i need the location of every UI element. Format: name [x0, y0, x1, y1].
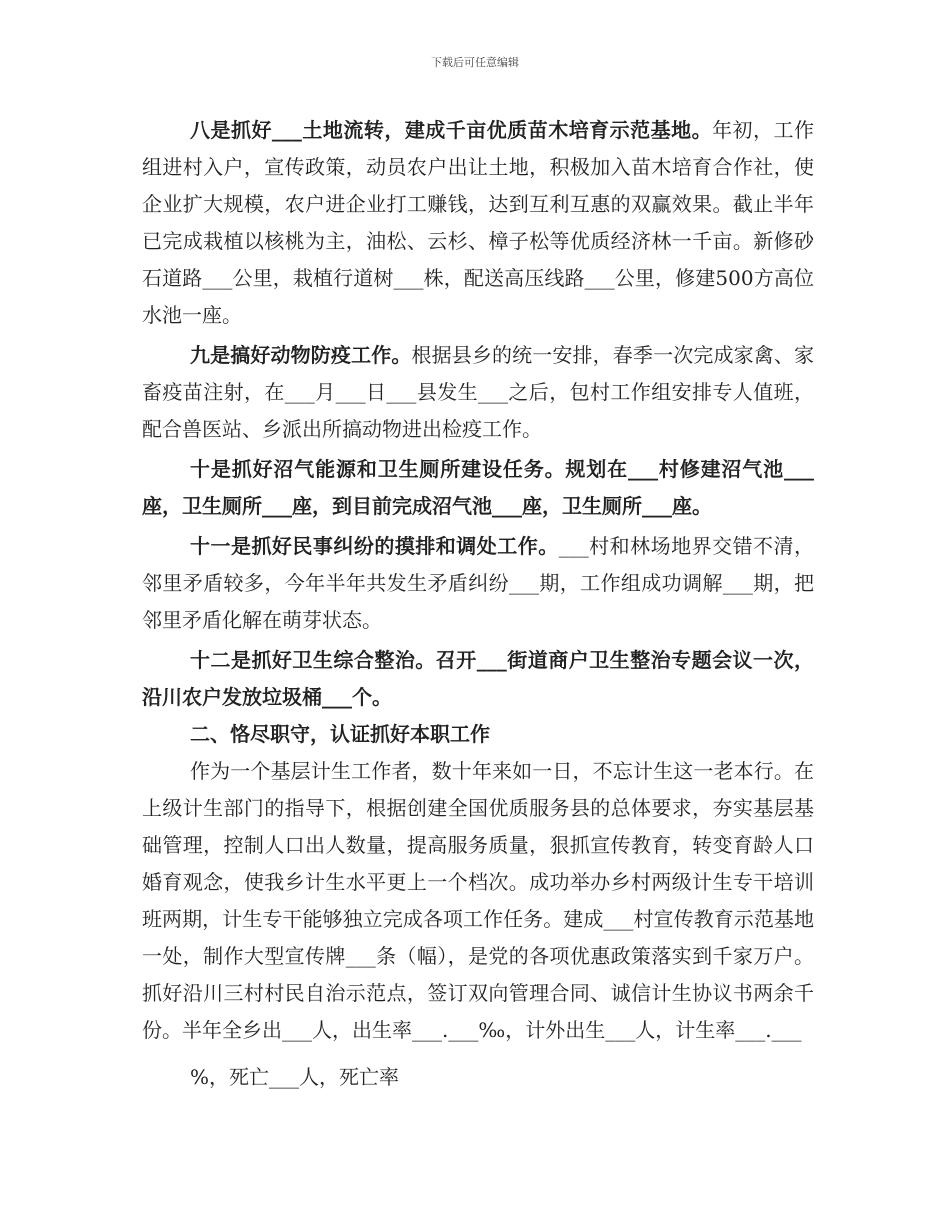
paragraph-11 — [142, 528, 814, 639]
paragraph-10 — [142, 451, 814, 525]
paragraph-8-heading: 八是抓好___土地流转，建成千亩优质苗木培育示范基地。 — [190, 118, 713, 142]
paragraph-10-heading: 十是抓好沼气能源和卫生厕所建设任务。规划在___村修建沼气池___座，卫生厕所___座，到目前完成沼气池___座，卫生厕所___座。 — [142, 457, 814, 518]
paragraph-12-heading: 十二是抓好卫生综合整治。召开___街道商户卫生整治专题会议一次，沿川农户发放垃圾桶___个。 — [142, 648, 814, 709]
section-heading — [142, 716, 814, 753]
paragraph-9-text: 根据县乡的统一安排，春季一次完成家禽、家畜疫苗注射，在___月___日___县发生___之后，包村工作组安排专人值班，配合兽医站、乡派出所搞动物进出检疫工作。 — [142, 343, 815, 441]
paragraph-11-heading: 十一是抓好民事纠纷的摸排和调处工作。 — [190, 534, 559, 558]
page-header: 下载后可任意编辑 — [431, 56, 519, 69]
paragraph-family-planning — [142, 753, 814, 1049]
paragraph-8-text: 年初，工作组进村入户，宣传政策，动员农户出让土地，积极加入苗木培育合作社，使企业扩大规模，农户进企业打工赚钱，达到互利互惠的双赢效果。截止半年已完成栽植以核桃为主，油松、云杉、樟子松等优质经济林一千亩。新修砂石道路___公里，栽植行道树___株，配送高压线路___公里，修建500方高位水池一座。 — [142, 118, 815, 327]
paragraph-12 — [142, 642, 814, 716]
paragraph-9 — [142, 337, 814, 448]
document-body — [142, 112, 814, 1096]
paragraph-9-heading: 九是搞好动物防疫工作。 — [190, 343, 412, 367]
section-heading-text: 二、恪尽职守，认证抓好本职工作 — [190, 722, 490, 746]
paragraph-tail-text: %，死亡___人，死亡率 — [190, 1065, 400, 1089]
paragraph-family-planning-text: 作为一个基层计生工作者，数十年来如一日，不忘计生这一老本行。在上级计生部门的指导下，根据创建全国优质服务县的总体要求，夯实基层基础管理，控制人口出人数量，提高服务质量，狠抓宣传教育，转变育龄人口婚育观念，使我乡计生水平更上一个档次。成功举办乡村两级计生专干培训班两期，计生专干能够独立完成各项工作任务。建成___村宣传教育示范基地一处，制作大型宣传牌___条（幅），是党的各项优惠政策落实到千家万户。抓好沿川三村村民自治示范点，签订双向管理合同、诚信计生协议书两余千份。半年全乡出___人，出生率___.___‰，计外出生___人，计生率___.___ — [142, 759, 814, 1042]
paragraph-11-text: ___村和林场地界交错不清，邻里矛盾较多，今年半年共发生矛盾纠纷___期，工作组成功调解___期，把邻里矛盾化解在萌芽状态。 — [142, 534, 815, 632]
paragraph-tail — [142, 1059, 814, 1096]
paragraph-8 — [142, 112, 814, 334]
